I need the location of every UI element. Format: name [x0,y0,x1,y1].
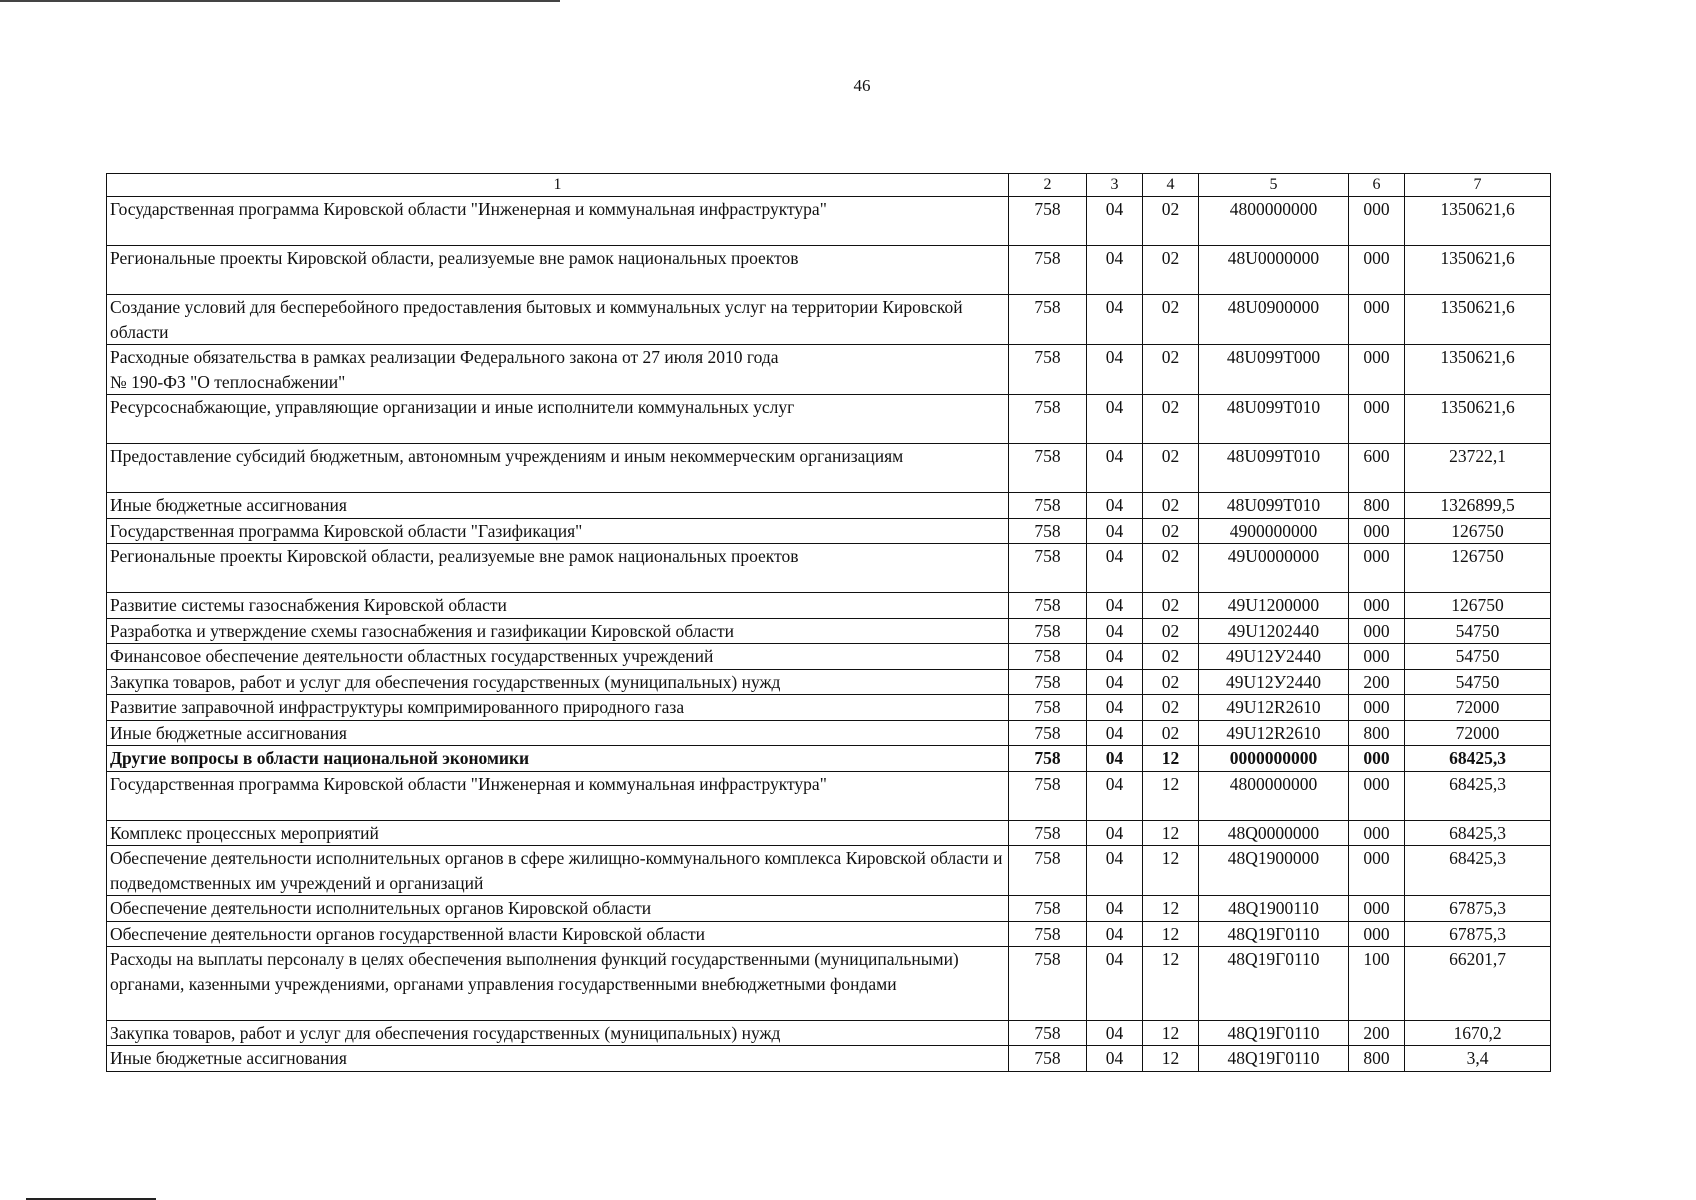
column-header: 5 [1199,174,1349,197]
row-c2-cell: 758 [1009,921,1087,947]
table-row [107,669,1551,695]
row-name-cell: Другие вопросы в области национальной экономики [107,746,1009,772]
row-c2-cell: 758 [1009,695,1087,721]
row-c4-cell: 12 [1143,771,1199,820]
row-c5-cell: 48Q19Г0110 [1199,921,1349,947]
row-c2-cell: 758 [1009,518,1087,544]
row-c7-cell: 54750 [1405,669,1551,695]
table-row [107,746,1551,772]
row-c3-cell: 04 [1087,518,1143,544]
row-name-cell: Иные бюджетные ассигнования [107,493,1009,519]
row-c4-cell: 02 [1143,345,1199,395]
row-name-cell: Закупка товаров, работ и услуг для обеспечения государственных (муниципальных) нужд [107,1020,1009,1046]
row-c2-cell: 758 [1009,444,1087,493]
row-c3-cell: 04 [1087,771,1143,820]
row-c7-cell: 1326899,5 [1405,493,1551,519]
row-c6-cell: 000 [1349,771,1405,820]
row-c5-cell: 4800000000 [1199,771,1349,820]
row-c5-cell: 49U0000000 [1199,544,1349,593]
table-row [107,695,1551,721]
row-c6-cell: 000 [1349,820,1405,846]
row-c4-cell: 02 [1143,395,1199,444]
table-row [107,295,1551,345]
row-c3-cell: 04 [1087,746,1143,772]
row-c2-cell: 758 [1009,720,1087,746]
row-c4-cell: 02 [1143,593,1199,619]
row-c5-cell: 48Q19Г0110 [1199,1020,1349,1046]
row-c4-cell: 02 [1143,444,1199,493]
row-c5-cell: 48U099Т010 [1199,493,1349,519]
row-c7-cell: 68425,3 [1405,820,1551,846]
row-c3-cell: 04 [1087,593,1143,619]
budget-table [106,173,1551,1072]
row-name-cell: Комплекс процессных мероприятий [107,820,1009,846]
row-c5-cell: 48U099Т010 [1199,395,1349,444]
table-row [107,544,1551,593]
row-c3-cell: 04 [1087,644,1143,670]
row-name-cell: Финансовое обеспечение деятельности областных государственных учреждений [107,644,1009,670]
row-c5-cell: 48Q1900000 [1199,846,1349,896]
row-c7-cell: 68425,3 [1405,846,1551,896]
row-c3-cell: 04 [1087,695,1143,721]
row-c7-cell: 1350621,6 [1405,295,1551,345]
row-c3-cell: 04 [1087,669,1143,695]
row-name-cell: Государственная программа Кировской области "Инженерная и коммунальная инфраструктура" [107,771,1009,820]
row-c7-cell: 1350621,6 [1405,345,1551,395]
row-c3-cell: 04 [1087,896,1143,922]
row-c6-cell: 600 [1349,444,1405,493]
row-c5-cell: 48U099Т010 [1199,444,1349,493]
row-c4-cell: 12 [1143,746,1199,772]
column-header: 1 [107,174,1009,197]
row-name-cell: Развитие системы газоснабжения Кировской области [107,593,1009,619]
row-c6-cell: 000 [1349,395,1405,444]
row-c7-cell: 68425,3 [1405,771,1551,820]
row-c4-cell: 02 [1143,720,1199,746]
row-c6-cell: 000 [1349,345,1405,395]
table-row [107,896,1551,922]
table-row [107,345,1551,395]
row-c6-cell: 000 [1349,921,1405,947]
row-c7-cell: 1670,2 [1405,1020,1551,1046]
row-c7-cell: 1350621,6 [1405,395,1551,444]
row-c3-cell: 04 [1087,444,1143,493]
table-row [107,444,1551,493]
row-c4-cell: 12 [1143,921,1199,947]
row-c2-cell: 758 [1009,593,1087,619]
row-c4-cell: 12 [1143,947,1199,1021]
row-name-cell: Предоставление субсидий бюджетным, автономным учреждениям и иным некоммерческим организациям [107,444,1009,493]
row-c7-cell: 126750 [1405,518,1551,544]
row-c4-cell: 02 [1143,669,1199,695]
row-c4-cell: 12 [1143,846,1199,896]
row-c4-cell: 02 [1143,246,1199,295]
row-c6-cell: 200 [1349,669,1405,695]
row-c3-cell: 04 [1087,345,1143,395]
row-c3-cell: 04 [1087,820,1143,846]
header-row [107,174,1551,197]
table-row [107,593,1551,619]
row-c3-cell: 04 [1087,618,1143,644]
row-c4-cell: 12 [1143,1020,1199,1046]
row-name-cell: Создание условий для бесперебойного предоставления бытовых и коммунальных услуг на территории Кировской области [107,295,1009,345]
table-row [107,771,1551,820]
row-c6-cell: 800 [1349,720,1405,746]
row-c7-cell: 1350621,6 [1405,197,1551,246]
table-row [107,395,1551,444]
row-c5-cell: 48U099Т000 [1199,345,1349,395]
row-c3-cell: 04 [1087,1020,1143,1046]
table-row [107,947,1551,1021]
row-c4-cell: 02 [1143,197,1199,246]
row-c2-cell: 758 [1009,1020,1087,1046]
row-name-cell: Иные бюджетные ассигнования [107,720,1009,746]
row-name-cell: Обеспечение деятельности исполнительных органов в сфере жилищно-коммунального комплекса Кировской области и подведомственных им учреждений и организаций [107,846,1009,896]
row-c5-cell: 49U12У2440 [1199,644,1349,670]
row-name-cell: Региональные проекты Кировской области, реализуемые вне рамок национальных проектов [107,544,1009,593]
row-c6-cell: 000 [1349,846,1405,896]
row-c4-cell: 12 [1143,896,1199,922]
row-c5-cell: 48U0900000 [1199,295,1349,345]
row-c7-cell: 54750 [1405,618,1551,644]
row-name-cell: Региональные проекты Кировской области, реализуемые вне рамок национальных проектов [107,246,1009,295]
row-c6-cell: 000 [1349,295,1405,345]
row-c7-cell: 126750 [1405,593,1551,619]
row-c2-cell: 758 [1009,947,1087,1021]
row-c6-cell: 800 [1349,493,1405,519]
row-c3-cell: 04 [1087,544,1143,593]
row-c3-cell: 04 [1087,720,1143,746]
table-row [107,720,1551,746]
row-c3-cell: 04 [1087,846,1143,896]
table-row [107,921,1551,947]
row-name-cell: Расходы на выплаты персоналу в целях обеспечения выполнения функций государственными (муниципальными) органами, казенными учреждениями, органами управления государственными внебюджетными фондами [107,947,1009,1021]
row-name-cell: Государственная программа Кировской области "Газификация" [107,518,1009,544]
scan-edge-mark [0,0,560,2]
table-row [107,618,1551,644]
row-c5-cell: 49U1202440 [1199,618,1349,644]
row-c5-cell: 48Q19Г0110 [1199,1046,1349,1072]
row-c3-cell: 04 [1087,246,1143,295]
column-header: 6 [1349,174,1405,197]
row-c2-cell: 758 [1009,771,1087,820]
row-c2-cell: 758 [1009,295,1087,345]
row-c2-cell: 758 [1009,746,1087,772]
table-row [107,197,1551,246]
row-c7-cell: 66201,7 [1405,947,1551,1021]
row-c5-cell: 49U1200000 [1199,593,1349,619]
row-c5-cell: 0000000000 [1199,746,1349,772]
row-c7-cell: 68425,3 [1405,746,1551,772]
row-c4-cell: 02 [1143,644,1199,670]
row-c4-cell: 02 [1143,695,1199,721]
row-c7-cell: 72000 [1405,720,1551,746]
column-header: 3 [1087,174,1143,197]
row-name-cell: Расходные обязательства в рамках реализации Федерального закона от 27 июля 2010 года № 190-ФЗ "О теплоснабжении" [107,345,1009,395]
row-c7-cell: 67875,3 [1405,896,1551,922]
row-c3-cell: 04 [1087,493,1143,519]
row-c5-cell: 4900000000 [1199,518,1349,544]
row-name-cell: Ресурсоснабжающие, управляющие организации и иные исполнители коммунальных услуг [107,395,1009,444]
row-c6-cell: 000 [1349,246,1405,295]
page-number: 46 [853,76,871,95]
row-c3-cell: 04 [1087,295,1143,345]
row-c6-cell: 000 [1349,544,1405,593]
row-c2-cell: 758 [1009,846,1087,896]
row-name-cell: Государственная программа Кировской области "Инженерная и коммунальная инфраструктура" [107,197,1009,246]
row-c4-cell: 02 [1143,544,1199,593]
row-c6-cell: 000 [1349,593,1405,619]
row-c4-cell: 12 [1143,1046,1199,1072]
table-row [107,1020,1551,1046]
row-c6-cell: 000 [1349,197,1405,246]
row-c2-cell: 758 [1009,197,1087,246]
row-c6-cell: 000 [1349,896,1405,922]
row-c7-cell: 1350621,6 [1405,246,1551,295]
row-c7-cell: 67875,3 [1405,921,1551,947]
row-c3-cell: 04 [1087,1046,1143,1072]
row-c6-cell: 200 [1349,1020,1405,1046]
table-body [107,197,1551,1072]
row-c7-cell: 126750 [1405,544,1551,593]
row-c6-cell: 100 [1349,947,1405,1021]
row-c2-cell: 758 [1009,544,1087,593]
row-c5-cell: 48Q1900110 [1199,896,1349,922]
table-row [107,644,1551,670]
row-name-cell: Развитие заправочной инфраструктуры компримированного природного газа [107,695,1009,721]
row-c2-cell: 758 [1009,669,1087,695]
row-name-cell: Обеспечение деятельности органов государственной власти Кировской области [107,921,1009,947]
row-c6-cell: 800 [1349,1046,1405,1072]
row-c3-cell: 04 [1087,921,1143,947]
row-c2-cell: 758 [1009,493,1087,519]
row-c6-cell: 000 [1349,618,1405,644]
column-header: 7 [1405,174,1551,197]
row-c2-cell: 758 [1009,644,1087,670]
row-c6-cell: 000 [1349,518,1405,544]
row-c4-cell: 02 [1143,618,1199,644]
table-row [107,846,1551,896]
row-c3-cell: 04 [1087,947,1143,1021]
row-c5-cell: 49U12R2610 [1199,695,1349,721]
row-name-cell: Разработка и утверждение схемы газоснабжения и газификации Кировской области [107,618,1009,644]
row-c2-cell: 758 [1009,1046,1087,1072]
column-header: 4 [1143,174,1199,197]
row-c6-cell: 000 [1349,644,1405,670]
row-c5-cell: 49U12R2610 [1199,720,1349,746]
row-name-cell: Обеспечение деятельности исполнительных органов Кировской области [107,896,1009,922]
row-name-cell: Закупка товаров, работ и услуг для обеспечения государственных (муниципальных) нужд [107,669,1009,695]
table-row [107,820,1551,846]
row-c4-cell: 02 [1143,295,1199,345]
row-c2-cell: 758 [1009,820,1087,846]
row-c6-cell: 000 [1349,746,1405,772]
table-row [107,518,1551,544]
row-c7-cell: 54750 [1405,644,1551,670]
row-c4-cell: 12 [1143,820,1199,846]
row-name-cell: Иные бюджетные ассигнования [107,1046,1009,1072]
row-c2-cell: 758 [1009,395,1087,444]
row-c3-cell: 04 [1087,395,1143,444]
table-row [107,493,1551,519]
row-c2-cell: 758 [1009,618,1087,644]
row-c5-cell: 49U12У2440 [1199,669,1349,695]
row-c7-cell: 3,4 [1405,1046,1551,1072]
row-c2-cell: 758 [1009,246,1087,295]
row-c4-cell: 02 [1143,518,1199,544]
row-c2-cell: 758 [1009,896,1087,922]
row-c5-cell: 48U0000000 [1199,246,1349,295]
row-c5-cell: 48Q0000000 [1199,820,1349,846]
table-row [107,246,1551,295]
row-c6-cell: 000 [1349,695,1405,721]
row-c7-cell: 23722,1 [1405,444,1551,493]
row-c5-cell: 4800000000 [1199,197,1349,246]
table-row [107,1046,1551,1072]
row-c2-cell: 758 [1009,345,1087,395]
row-c5-cell: 48Q19Г0110 [1199,947,1349,1021]
row-c4-cell: 02 [1143,493,1199,519]
column-header: 2 [1009,174,1087,197]
row-c7-cell: 72000 [1405,695,1551,721]
row-c3-cell: 04 [1087,197,1143,246]
